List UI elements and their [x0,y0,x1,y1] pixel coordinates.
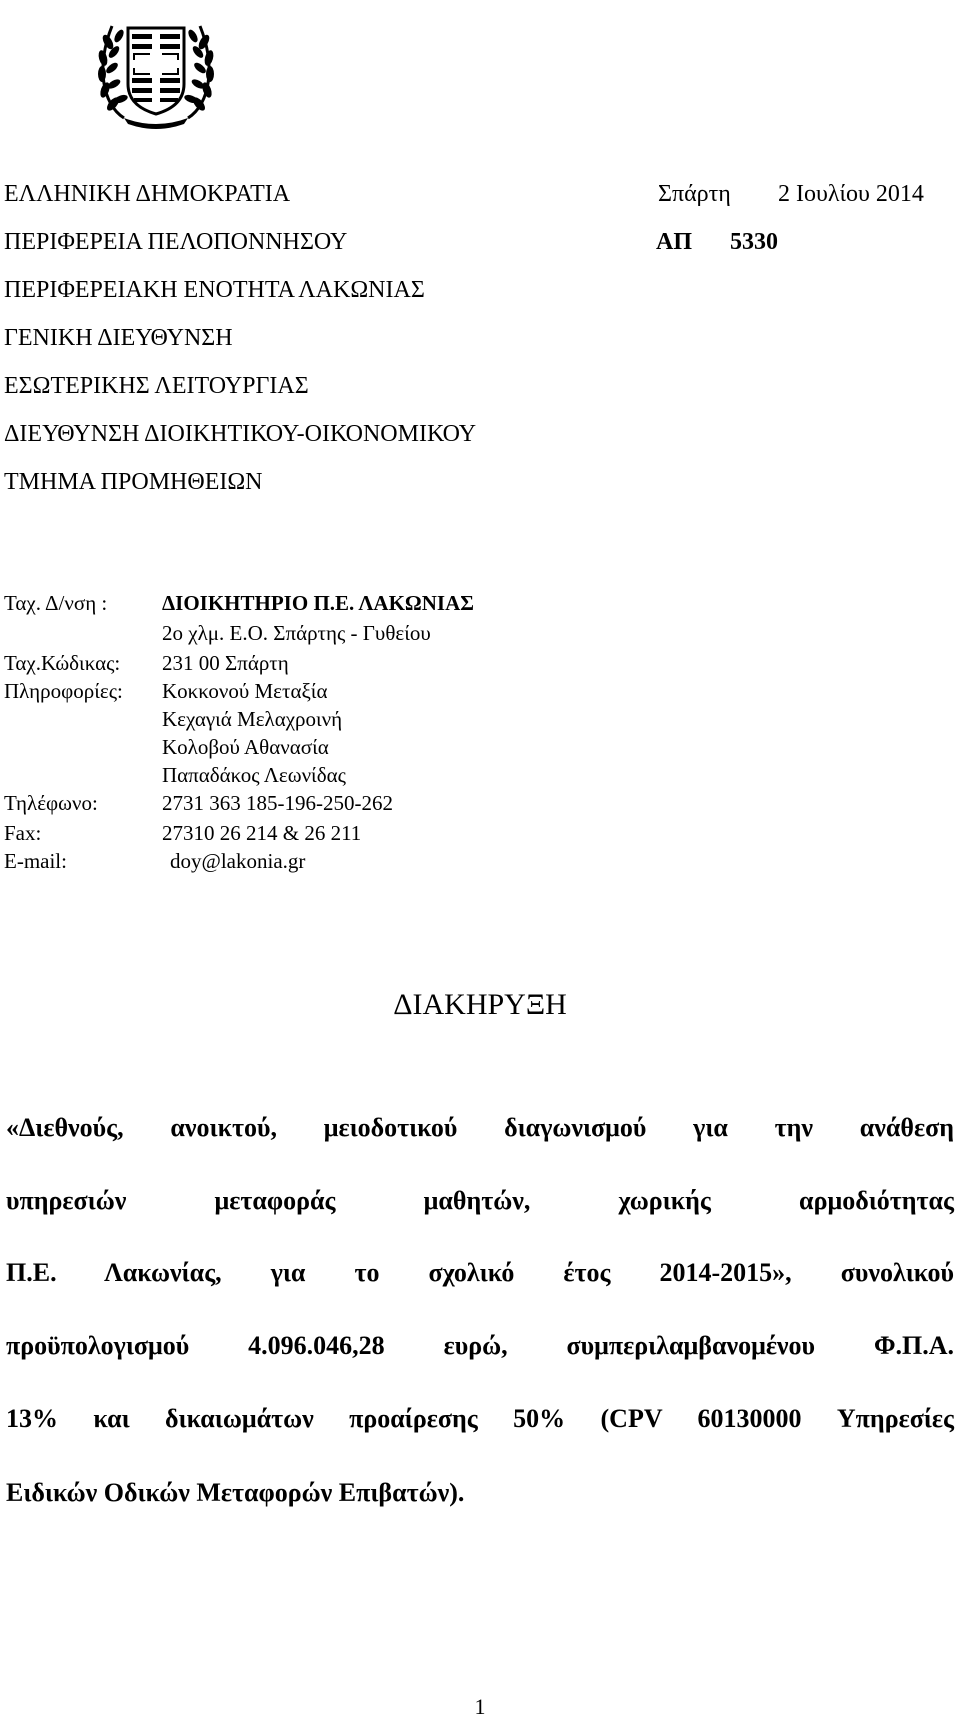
paragraph-line-5: 13% και δικαιωμάτων προαίρεσης 50% (CPV 60130000 Υπηρεσίες [6,1404,954,1433]
header-line-regional-unit: ΠΕΡΙΦΕΡΕΙΑΚΗ ΕΝΟΤΗΤΑ ΛΑΚΩΝΙΑΣ [4,277,425,303]
info-name-4: Παπαδάκος Λεωνίδας [162,763,346,787]
address-line-2: 2ο χλμ. Ε.Ο. Σπάρτης - Γυθείου [162,621,431,645]
header-line-internal-operations: ΕΣΩΤΕΡΙΚΗΣ ΛΕΙΤΟΥΡΓΙΑΣ [4,373,309,399]
fax-value: 27310 26 214 & 26 211 [162,821,362,845]
header-line-republic: ΕΛΛΗΝΙΚΗ ΔΗΜΟΚΡΑΤΙΑ [4,181,291,207]
address-label: Ταχ. Δ/νση : [4,591,108,615]
info-name-3: Κολοβού Αθανασία [162,735,329,759]
phone-value: 2731 363 185-196-250-262 [162,791,393,815]
info-label: Πληροφορίες: [4,679,123,703]
fax-label: Fax: [4,821,42,845]
paragraph-line-3: Π.Ε. Λακωνίας, για το σχολικό έτος 2014-2015», συνολικού [6,1258,954,1287]
coat-of-arms-icon [94,6,218,132]
header-line-general-directorate: ΓΕΝΙΚΗ ΔΙΕΥΘΥΝΣΗ [4,325,233,351]
document-title: ΔΙΑΚΗΡΥΞΗ [393,988,567,1021]
paragraph-line-4: προϋπολογισμού 4.096.046,28 ευρώ, συμπεριλαμβανομένου Φ.Π.Α. [6,1331,954,1360]
address-line-1: ΔΙΟΙΚΗΤΗΡΙΟ Π.Ε. ΛΑΚΩΝΙΑΣ [162,591,474,615]
paragraph-line-6: Ειδικών Οδικών Μεταφορών Επιβατών). [6,1478,465,1507]
header-line-department: ΤΜΗΜΑ ΠΡΟΜΗΘΕΙΩΝ [4,469,263,495]
reference-number: 5330 [730,229,778,255]
info-name-2: Κεχαγιά Μελαχροινή [162,707,343,731]
phone-label: Τηλέφωνο: [4,791,98,815]
document-place: Σπάρτη [658,181,731,207]
email-value[interactable]: doy@lakonia.gr [170,849,306,873]
page-number: 1 [474,1694,486,1719]
postcode-value: 231 00 Σπάρτη [162,651,289,675]
info-name-1: Κοκκονού Μεταξία [162,679,328,703]
email-label: E-mail: [4,849,67,873]
paragraph-line-2: υπηρεσιών μεταφοράς μαθητών, χωρικής αρμοδιότητας [6,1186,954,1215]
postcode-label: Ταχ.Κώδικας: [4,651,121,675]
header-line-directorate: ΔΙΕΥΘΥΝΣΗ ΔΙΟΙΚΗΤΙΚΟΥ-ΟΙΚΟΝΟΜΙΚΟΥ [4,421,477,447]
reference-label: ΑΠ [656,229,692,255]
header-line-region: ΠΕΡΙΦΕΡΕΙΑ ΠΕΛΟΠΟΝΝΗΣΟΥ [4,229,348,255]
paragraph-line-1: «Διεθνούς, ανοικτού, μειοδοτικού διαγωνισμού για την ανάθεση [6,1113,954,1142]
document-date: 2 Ιουλίου 2014 [778,181,924,207]
